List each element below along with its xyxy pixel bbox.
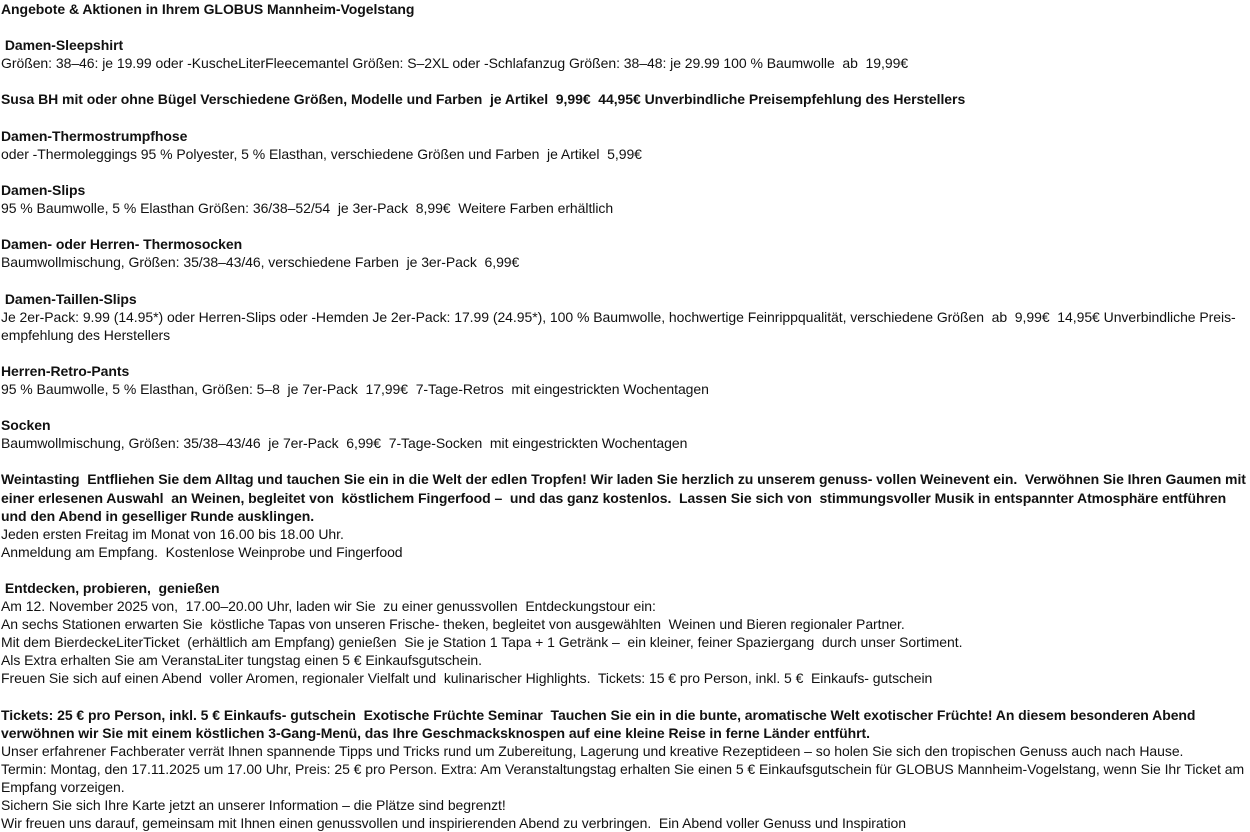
offer-section <box>1 36 1249 72</box>
offer-heading: Susa BH mit oder ohne Bügel Verschiedene Größen, Modelle und Farben je Artikel 9,99€ 44,95€ Unverbindliche Preisempfehlung des Herstellers <box>1 91 966 108</box>
offer-heading: Weintasting Entfliehen Sie dem Alltag und tauchen Sie ein in die Welt der edlen Tropfen! Wir laden Sie herzlich zu unserem genuss- vollen Weinevent ein. Verwöhnen Sie Ihren Gaumen mit einer erlesenen Auswahl an Weinen, begleitet von köstlichem Fingerfood – und das ganz kostenlos. Lassen Sie sich von stimmungsvoller Musik in entspannter Atmosphäre entführen und den Abend in geselliger Runde ausklingen. <box>1 471 1250 524</box>
offer-text: Anmeldung am Empfang. Kostenlose Weinprobe und Fingerfood <box>1 543 403 560</box>
offer-text: Als Extra erhalten Sie am VeranstaLiter tungstag einen 5 € Einkaufsgutschein. <box>1 652 482 669</box>
offer-heading: Damen-Taillen-Slips <box>1 290 137 307</box>
offer-text: Unser erfahrener Fachberater verrät Ihnen spannende Tipps und Tricks rund um Zubereitung, Lagerung und kreative Rezeptideen – so holen Sie sich den tropischen Genuss auch nach Hause. <box>1 742 1184 759</box>
section-spacer <box>1 561 1249 579</box>
offer-section <box>1 362 1249 398</box>
offer-text: Mit dem BierdeckeLiterTicket (erhältlich am Empfang) genießen Sie je Station 1 Tapa + 1 Getränk – ein kleiner, feiner Spaziergang durch unser Sortiment. <box>1 634 963 651</box>
offer-text: Freuen Sie sich auf einen Abend voller Aromen, regionaler Vielfalt und kulinarischer Highlights. Tickets: 15 € pro Person, inkl. 5 € Einkaufs- gutschein <box>1 670 933 687</box>
offer-heading: Damen- oder Herren- Thermosocken <box>1 236 243 253</box>
offer-section <box>1 579 1249 688</box>
offer-section <box>1 127 1249 163</box>
offer-text: Jeden ersten Freitag im Monat von 16.00 bis 18.00 Uhr. <box>1 525 344 542</box>
section-spacer <box>1 72 1249 90</box>
offer-section <box>1 181 1249 217</box>
offer-text: An sechs Stationen erwarten Sie köstliche Tapas von unseren Frische- theken, begleitet von ausgewählten Weinen und Bieren regionaler Partner. <box>1 616 905 633</box>
offer-text: 95 % Baumwolle, 5 % Elasthan Größen: 36/38–52/54 je 3er-Pack 8,99€ Weitere Farben erhältlich <box>1 200 614 217</box>
offer-section <box>1 416 1249 452</box>
offer-text: Größen: 38–46: je 19.99 oder -KuscheLiterFleecemantel Größen: S–2XL oder -Schlafanzug Größen: 38–48: je 29.99 100 % Baumwolle ab 19,99€ <box>1 55 909 72</box>
offer-section <box>1 90 1249 108</box>
offer-text: Wir freuen uns darauf, gemeinsam mit Ihnen einen genussvollen und inspirierenden Abend zu verbringen. Ein Abend voller Genuss und Inspiration <box>1 815 907 832</box>
offer-heading: Tickets: 25 € pro Person, inkl. 5 € Einkaufs- gutschein Exotische Früchte Seminar Tauchen Sie ein in die bunte, aromatische Welt exotischer Früchte! An diesem besonderen Abend verwöhnen wir Sie mit einem köstlichen 3-Gang-Menü, das Ihre Geschmacksknospen auf eine kleine Reise in ferne Länder entführt. <box>1 706 1200 741</box>
offer-heading: Socken <box>1 417 51 434</box>
section-spacer <box>1 271 1249 289</box>
offer-heading: Damen-Sleepshirt <box>1 37 124 54</box>
offer-heading: Damen-Thermostrumpfhose <box>1 127 188 144</box>
offer-list <box>1 18 1249 832</box>
section-spacer <box>1 163 1249 181</box>
offer-text: Termin: Montag, den 17.11.2025 um 17.00 Uhr, Preis: 25 € pro Person. Extra: Am Veranstaltungstag erhalten Sie einen 5 € Einkaufsgutschein für GLOBUS Mannheim-Vogelstang, wenn Sie Ihr Ticket am Empfang vorzeigen. <box>1 760 1248 796</box>
offer-section <box>1 290 1249 344</box>
section-spacer <box>1 217 1249 235</box>
offer-heading: Herren-Retro-Pants <box>1 362 130 379</box>
offer-heading: Damen-Slips <box>1 181 86 198</box>
offer-section <box>1 706 1249 832</box>
offer-text: Baumwollmischung, Größen: 35/38–43/46, verschiedene Farben je 3er-Pack 6,99€ <box>1 254 520 271</box>
section-spacer <box>1 18 1249 36</box>
offer-section <box>1 235 1249 271</box>
offer-text: Baumwollmischung, Größen: 35/38–43/46 je 7er-Pack 6,99€ 7-Tage-Socken mit eingestrickten Wochentagen <box>1 435 688 452</box>
offer-text: Sichern Sie sich Ihre Karte jetzt an unserer Information – die Plätze sind begrenzt! <box>1 797 506 814</box>
offer-text: Je 2er-Pack: 9.99 (14.95*) oder Herren-Slips oder -Hemden Je 2er-Pack: 17.99 (24.95*), 100 % Baumwolle, hochwertige Feinrippqualität, verschiedene Größen ab 9,99€ 14,95€ Unverbindliche Preis-empfehlung des Herstellers <box>1 308 1236 343</box>
section-spacer <box>1 344 1249 362</box>
offer-text: oder -Thermoleggings 95 % Polyester, 5 % Elasthan, verschiedene Größen und Farben je Artikel 5,99€ <box>1 145 642 162</box>
offer-heading: Entdecken, probieren, genießen <box>1 580 220 596</box>
section-spacer <box>1 688 1249 706</box>
section-spacer <box>1 398 1249 416</box>
section-spacer <box>1 452 1249 470</box>
offer-text: Am 12. November 2025 von, 17.00–20.00 Uhr, laden wir Sie zu einer genussvollen Entdeckungstour ein: <box>1 598 656 615</box>
page-title: Angebote & Aktionen in Ihrem GLOBUS Mannheim-Vogelstang <box>1 1 415 17</box>
section-spacer <box>1 109 1249 127</box>
offer-section <box>1 470 1249 560</box>
offer-text: 95 % Baumwolle, 5 % Elasthan, Größen: 5–8 je 7er-Pack 17,99€ 7-Tage-Retros mit eingestrickten Wochentagen <box>1 380 709 397</box>
